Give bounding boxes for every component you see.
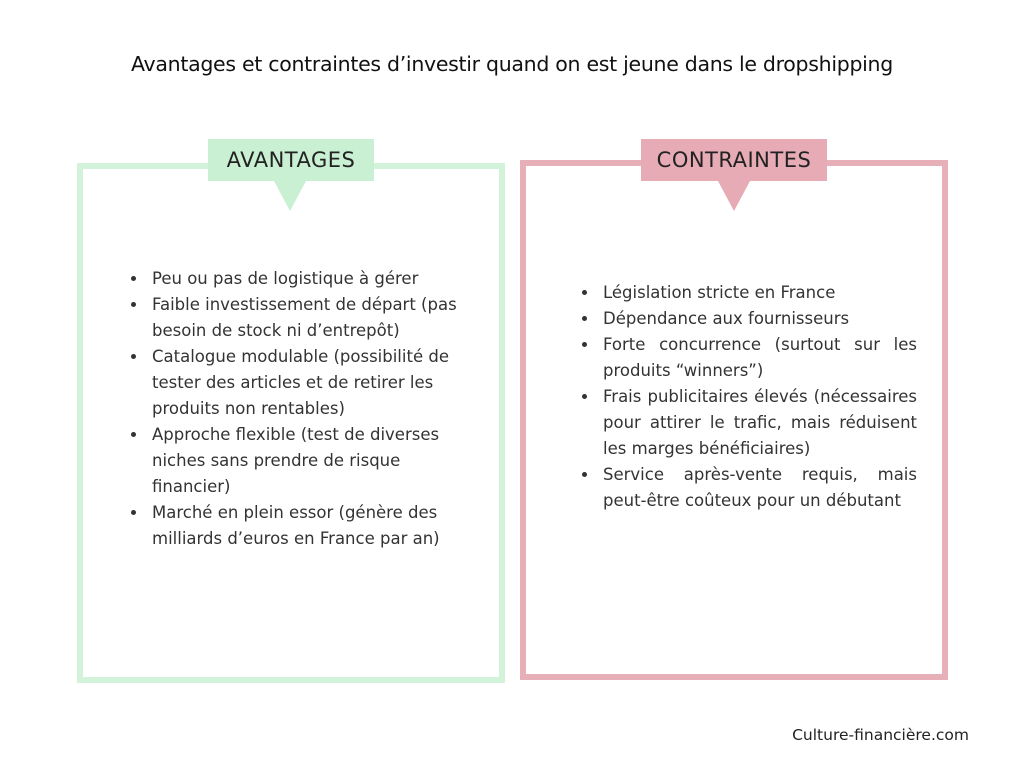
list-item: • Forte concurrence (surtout sur les produits “winners”)	[599, 332, 917, 384]
contraintes-list	[577, 280, 917, 514]
list-item: • Peu ou pas de logistique à gérer	[148, 266, 460, 292]
list-item: • Dépendance aux fournisseurs	[599, 306, 917, 332]
list-item: • Catalogue modulable (possibilité de tester des articles et de retirer les produits non rentables)	[148, 344, 460, 422]
list-item: • Faible investissement de départ (pas besoin de stock ni d’entrepôt)	[148, 292, 460, 344]
avantages-label: AVANTAGES	[208, 139, 374, 181]
contraintes-label: CONTRAINTES	[641, 139, 827, 181]
list-item: • Service après-vente requis, mais peut-être coûteux pour un débutant	[599, 462, 917, 514]
list-item: • Frais publicitaires élevés (nécessaires pour attirer le trafic, mais réduisent les marges bénéficiaires)	[599, 384, 917, 462]
list-item: • Approche flexible (test de diverses niches sans prendre de risque financier)	[148, 422, 460, 500]
page-title: Avantages et contraintes d’investir quand on est jeune dans le dropshipping	[131, 52, 893, 76]
list-item: • Marché en plein essor (génère des milliards d’euros en France par an)	[148, 500, 460, 552]
avantages-list	[126, 266, 460, 552]
list-item: • Législation stricte en France	[599, 280, 917, 306]
avantages-pointer-icon	[274, 181, 306, 211]
site-credit: Culture-financière.com	[792, 726, 969, 744]
contraintes-pointer-icon	[718, 181, 750, 211]
